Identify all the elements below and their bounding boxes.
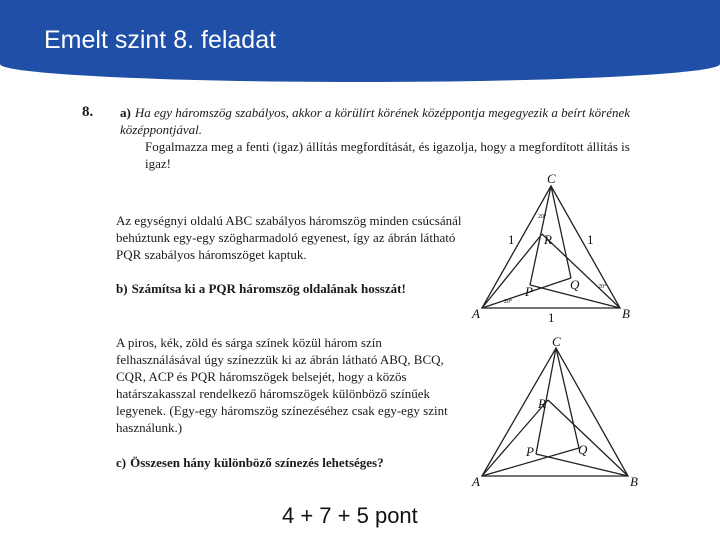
intro-text: Az egységnyi oldalú ABC szabályos háromszög minden csúcsánál behúztunk egy-egy szögharmadoló egyenest, így az ábrán látható PQR szabályos háromszöget kaptuk. — [116, 213, 462, 262]
part-b-label: b) — [116, 281, 128, 296]
points-total: 4 + 7 + 5 pont — [282, 503, 418, 528]
part-b — [116, 280, 476, 297]
part-a-label: a) — [120, 105, 131, 120]
triangle-abc-2 — [482, 348, 628, 476]
fig1-side-right: 1 — [587, 232, 594, 247]
fig1-side-left: 1 — [508, 232, 515, 247]
fig1-label-p: P — [525, 284, 533, 299]
fig2-label-q: Q — [578, 442, 588, 457]
fig1-label-r: R — [544, 232, 552, 247]
coloring-text: A piros, kék, zöld és sárga színek közül három szín felhasználásával úgy színezzük ki az ábrán látható ABQ, BCQ, CQR, ACP és PQR háromszögek belsejét, hogy a közös határszakasszal rendelkező háromszögek különböző színűek legyenek. (Egy-egy háromszög színezéséhez csak egy-egy szint használunk.) — [116, 335, 448, 435]
fig1-angle-b: 20° — [598, 284, 607, 290]
part-c — [116, 454, 476, 471]
task-scan — [78, 98, 648, 498]
fig1-angle-a: 20° — [504, 299, 513, 305]
part-b-question: Számítsa ki a PQR háromszög oldalának hosszát! — [131, 281, 406, 296]
task-number: 8. — [82, 104, 94, 120]
figure-triangle-1 — [470, 174, 648, 322]
fig2-label-r: R — [538, 396, 546, 411]
fig2-label-b: B — [630, 474, 638, 489]
part-a — [120, 104, 640, 138]
fig2-line-6 — [556, 348, 579, 448]
fig2-label-c: C — [552, 336, 561, 349]
fig2-label-p: P — [526, 444, 534, 459]
fig1-angle-c: 20° — [538, 214, 547, 220]
fig2-line-4 — [536, 454, 628, 476]
fig1-label-q: Q — [570, 277, 580, 292]
part-c-label: c) — [116, 455, 127, 470]
fig1-side-bottom: 1 — [548, 310, 555, 322]
fig2-line-2 — [482, 400, 548, 476]
part-c-question: Összesen hány különböző színezés lehetséges? — [130, 455, 384, 470]
fig1-label-a: A — [472, 306, 480, 321]
fig2-line-3 — [548, 400, 628, 476]
trisector-c2 — [551, 186, 571, 278]
part-a-instruction: Fogalmazza meg a fenti (igaz) állítás megfordítását, és igazolja, hogy a megfordított állítás is igaz! — [145, 139, 630, 171]
fig1-label-c: C — [547, 174, 556, 186]
trisector-b — [542, 234, 620, 308]
fig2-label-a: A — [472, 474, 480, 489]
fig1-label-b: B — [622, 306, 630, 321]
slide-title: Emelt szint 8. feladat — [44, 26, 277, 54]
part-a-statement: Ha egy háromszög szabályos, akkor a körülírt körének középpontja megegyezik a beírt körének középpontjával. — [120, 105, 631, 137]
figure-triangle-2 — [470, 336, 648, 496]
